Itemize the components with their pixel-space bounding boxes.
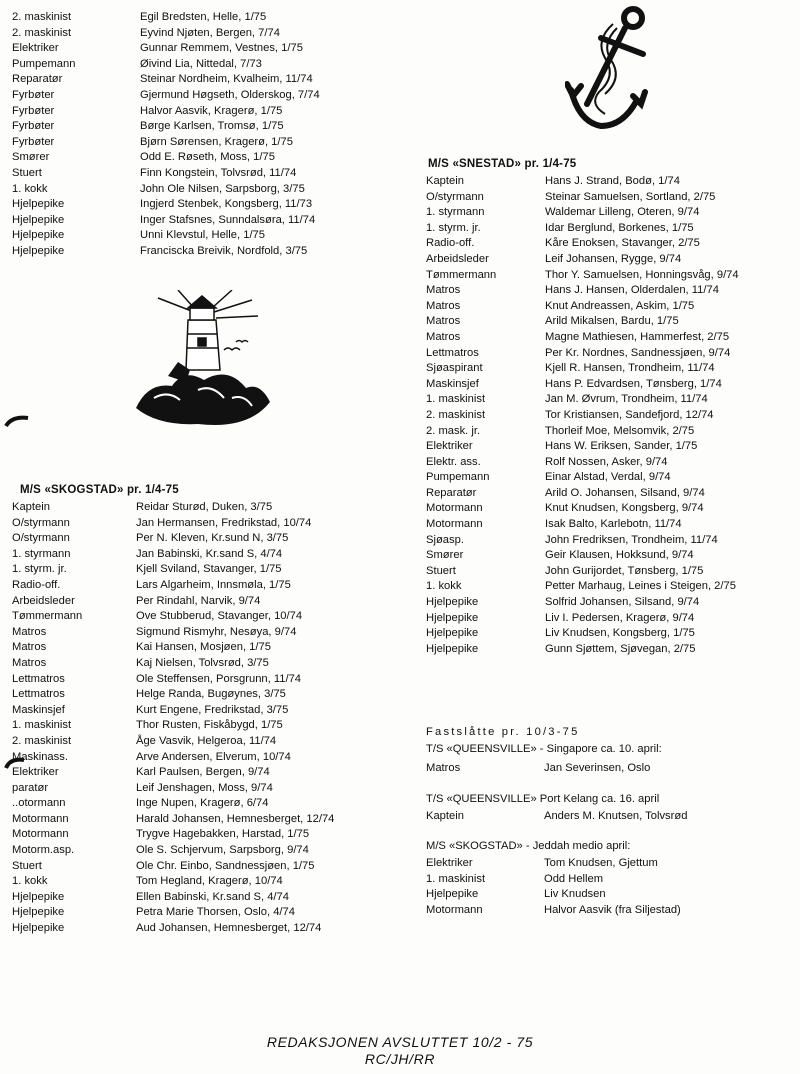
crew-name: Liv Knudsen, Kongsberg, 1/75 — [545, 627, 695, 640]
crew-role: Radio-off. — [426, 237, 475, 250]
crew-row — [12, 796, 392, 812]
crew-name: Kaj Nielsen, Tolvsrød, 3/75 — [136, 656, 269, 669]
crew-row — [12, 197, 392, 213]
crew-name: Gunn Sjøttem, Sjøvegan, 2/75 — [545, 642, 696, 655]
crew-role: O/styrmann — [426, 190, 484, 203]
crew-row — [12, 594, 392, 610]
crew-name: Rolf Nossen, Asker, 9/74 — [545, 455, 668, 468]
crew-name: Jan Hermansen, Fredrikstad, 10/74 — [136, 516, 312, 529]
crew-name: Steinar Nordheim, Kvalheim, 11/74 — [140, 73, 313, 86]
skogstad-heading: M/S «SKOGSTAD» pr. 1/4-75 — [20, 484, 179, 496]
crew-row — [426, 626, 796, 642]
crew-role: 2. mask. jr. — [426, 424, 481, 437]
crew-row — [12, 41, 392, 57]
crew-role: 1. styrmann — [426, 206, 485, 219]
crew-row — [12, 827, 392, 843]
crew-name: Liv I. Pedersen, Kragerø, 9/74 — [545, 611, 695, 624]
crew-role: O/styrmann — [12, 516, 70, 529]
crew-role: Motormann — [426, 903, 483, 916]
crew-name: Trygve Hagebakken, Harstad, 1/75 — [136, 828, 310, 841]
crew-name: Odd Hellem — [544, 872, 604, 885]
crew-role: Motormann — [12, 812, 69, 825]
crew-role: 2. maskinist — [12, 734, 72, 747]
crew-name: Ole Chr. Einbo, Sandnessjøen, 1/75 — [136, 859, 315, 872]
crew-name: Tom Hegland, Kragerø, 10/74 — [136, 875, 283, 888]
crew-name: Tom Knudsen, Gjettum — [544, 857, 658, 869]
crew-name: Einar Alstad, Verdal, 9/74 — [545, 471, 671, 484]
crew-role: Elektriker — [426, 440, 473, 453]
crew-row — [12, 921, 392, 937]
crew-name: John Fredriksen, Trondheim, 11/74 — [545, 533, 718, 546]
crew-name: Steinar Samuelsen, Sortland, 2/75 — [545, 190, 716, 203]
crew-role: Hjelpepike — [426, 888, 479, 901]
crew-name: Hans J. Strand, Bodø, 1/74 — [545, 175, 680, 187]
crew-name: Isak Balto, Karlebotn, 11/74 — [545, 518, 682, 531]
crew-role: Arbeidsleder — [12, 594, 75, 607]
crew-row — [12, 244, 392, 260]
snestad-crew-list — [426, 174, 796, 657]
crew-name: Børge Karlsen, Tromsø, 1/75 — [140, 120, 284, 133]
crew-row — [12, 516, 392, 532]
crew-name: Jan Babinski, Kr.sand S, 4/74 — [136, 547, 283, 560]
crew-row — [12, 874, 392, 890]
crew-row — [426, 408, 796, 424]
crew-role: Kaptein — [426, 175, 464, 187]
crew-role: Hjelpepike — [12, 198, 65, 211]
crew-name: Jan M. Øvrum, Trondheim, 11/74 — [545, 393, 708, 406]
crew-role: Stuert — [426, 564, 456, 577]
margin-mark-icon — [4, 414, 30, 428]
crew-row — [12, 703, 392, 719]
crew-row — [12, 765, 392, 781]
crew-row — [12, 500, 392, 516]
crew-role: Fyrbøter — [12, 88, 55, 101]
crew-row — [426, 486, 796, 502]
crew-name: Geir Klausen, Hokksund, 9/74 — [545, 549, 694, 562]
crew-row — [426, 533, 796, 549]
crew-name: Per Rindahl, Narvik, 9/74 — [136, 594, 261, 607]
crew-name: Ingjerd Stenbek, Kongsberg, 11/73 — [140, 198, 313, 211]
crew-name: Inger Stafsnes, Sunndalsøra, 11/74 — [140, 213, 316, 226]
crew-row — [426, 455, 796, 471]
crew-name: Leif Johansen, Rygge, 9/74 — [545, 252, 682, 265]
crew-row — [426, 611, 796, 627]
crew-row — [426, 439, 796, 455]
crew-name: Arild O. Johansen, Silsand, 9/74 — [545, 486, 705, 499]
crew-role: Motormann — [12, 828, 69, 841]
crew-role: Kaptein — [12, 501, 50, 513]
crew-name: Egil Bredsten, Helle, 1/75 — [140, 11, 267, 23]
crew-name: Franciscka Breivik, Nordfold, 3/75 — [140, 244, 308, 257]
crew-role: Pumpemann — [426, 471, 490, 484]
crew-row — [426, 174, 796, 190]
crew-role: 2. maskinist — [12, 26, 72, 39]
crew-role: Hjelpepike — [12, 890, 65, 903]
crew-row — [426, 314, 796, 330]
crew-role: 1. maskinist — [12, 719, 72, 732]
crew-name: Gjermund Høgseth, Olderskog, 7/74 — [140, 88, 320, 101]
crew-role: Hjelpepike — [12, 229, 65, 242]
crew-role: Hjelpepike — [426, 611, 479, 624]
crew-role: Hjelpepike — [12, 922, 65, 935]
crew-name: Kjell Sviland, Stavanger, 1/75 — [136, 563, 282, 576]
crew-row — [426, 252, 796, 268]
crew-row — [426, 268, 796, 284]
crew-role: Matros — [426, 762, 461, 774]
crew-role: Hjelpepike — [426, 596, 479, 609]
crew-row — [12, 182, 392, 198]
crew-role: Lettmatros — [426, 346, 479, 359]
crew-row — [12, 672, 392, 688]
crew-role: 1. styrm. jr. — [426, 221, 481, 234]
crew-name: Arve Andersen, Elverum, 10/74 — [136, 750, 291, 763]
crew-row — [12, 57, 392, 73]
crew-row — [426, 392, 796, 408]
crew-name: John Ole Nilsen, Sarpsborg, 3/75 — [140, 182, 305, 195]
crew-role: Fyrbøter — [12, 120, 55, 133]
crew-name: Finn Kongstein, Tolvsrød, 11/74 — [140, 166, 297, 179]
crew-role: Stuert — [12, 859, 42, 872]
crew-role: Matros — [426, 299, 461, 312]
crew-row — [426, 809, 796, 825]
footer-line-1: REDAKSJONEN AVSLUTTET 10/2 - 75 — [266, 1034, 534, 1050]
crew-name: Jan Severinsen, Oslo — [544, 762, 651, 774]
crew-name: Hans P. Edvardsen, Tønsberg, 1/74 — [545, 377, 722, 390]
queensville-singapore-list — [426, 761, 796, 777]
crew-row — [426, 564, 796, 580]
crew-role: Hjelpepike — [12, 906, 65, 919]
crew-role: 1. maskinist — [426, 393, 486, 406]
crew-row — [426, 190, 796, 206]
crew-row — [12, 166, 392, 182]
crew-role: Hjelpepike — [426, 627, 479, 640]
crew-role: Matros — [426, 330, 461, 343]
snestad-heading: M/S «SNESTAD» pr. 1/4-75 — [428, 158, 577, 170]
crew-row — [12, 640, 392, 656]
crew-name: Idar Berglund, Borkenes, 1/75 — [545, 221, 694, 234]
crew-name: Petra Marie Thorsen, Oslo, 4/74 — [136, 906, 295, 919]
crew-name: Liv Knudsen — [544, 888, 606, 901]
crew-role: ..otormann — [12, 797, 66, 810]
crew-row — [12, 687, 392, 703]
crew-row — [12, 905, 392, 921]
crew-row — [12, 625, 392, 641]
crew-row — [12, 531, 392, 547]
crew-row — [12, 26, 392, 42]
crew-row — [426, 205, 796, 221]
crew-row — [426, 221, 796, 237]
crew-name: Leif Jenshagen, Moss, 9/74 — [136, 781, 273, 794]
crew-row — [426, 872, 796, 888]
crew-role: Stuert — [12, 166, 42, 179]
crew-row — [426, 236, 796, 252]
crew-role: Kaptein — [426, 810, 464, 822]
fastslatte-heading: Fastslåtte pr. 10/3-75 — [426, 726, 580, 738]
crew-row — [426, 642, 796, 658]
crew-role: Sjøaspirant — [426, 362, 483, 375]
crew-role: Motormann — [426, 518, 483, 531]
crew-row — [426, 595, 796, 611]
crew-role: Smører — [426, 549, 464, 562]
crew-name: Aud Johansen, Hemnesberget, 12/74 — [136, 922, 322, 935]
crew-role: Matros — [12, 641, 47, 654]
crew-row — [426, 330, 796, 346]
crew-name: Solfrid Johansen, Silsand, 9/74 — [545, 596, 700, 609]
crew-row — [12, 228, 392, 244]
crew-name: Sigmund Rismyhr, Nesøya, 9/74 — [136, 625, 297, 638]
crew-row — [426, 887, 796, 903]
crew-role: Matros — [426, 315, 461, 328]
crew-name: Per N. Kleven, Kr.sund N, 3/75 — [136, 532, 289, 545]
crew-name: Helge Randa, Bugøynes, 3/75 — [136, 688, 286, 701]
crew-name: Lars Algarheim, Innsmøla, 1/75 — [136, 578, 291, 591]
lighthouse-icon — [128, 290, 278, 430]
crew-role: paratør — [12, 781, 49, 794]
crew-row — [426, 299, 796, 315]
crew-role: 1. maskinist — [426, 872, 486, 885]
crew-name: Halvor Aasvik (fra Siljestad) — [544, 903, 681, 916]
skogstad-jeddah-list — [426, 856, 796, 918]
crew-role: O/styrmann — [12, 532, 70, 545]
crew-row — [426, 377, 796, 393]
crew-role: Maskinass. — [12, 750, 68, 763]
crew-row — [12, 213, 392, 229]
crew-role: Hjelpepike — [12, 213, 65, 226]
crew-name: Ole S. Schjervum, Sarpsborg, 9/74 — [136, 844, 309, 857]
crew-name: Bjørn Sørensen, Kragerø, 1/75 — [140, 135, 293, 148]
crew-role: Smører — [12, 151, 50, 164]
crew-role: Hjelpepike — [426, 642, 479, 655]
crew-name: Åge Vasvik, Helgeroa, 11/74 — [136, 734, 277, 747]
crew-row — [12, 10, 392, 26]
crew-role: Elektr. ass. — [426, 455, 481, 468]
crew-role: Matros — [426, 284, 461, 297]
crew-name: Halvor Aasvik, Kragerø, 1/75 — [140, 104, 283, 117]
crew-role: Lettmatros — [12, 672, 65, 685]
crew-name: Magne Mathiesen, Hammerfest, 2/75 — [545, 330, 730, 343]
crew-name: Arild Mikalsen, Bardu, 1/75 — [545, 315, 679, 328]
crew-role: Arbeidsleder — [426, 252, 489, 265]
crew-name: Kjell R. Hansen, Trondheim, 11/74 — [545, 362, 715, 375]
crew-row — [12, 843, 392, 859]
crew-role: Elektriker — [426, 857, 473, 869]
crew-row — [12, 718, 392, 734]
crew-row — [12, 562, 392, 578]
top-crew-list — [12, 10, 392, 260]
crew-row — [426, 517, 796, 533]
skogstad-crew-list — [12, 500, 392, 937]
crew-row — [12, 135, 392, 151]
crew-row — [426, 424, 796, 440]
crew-name: Kurt Engene, Fredrikstad, 3/75 — [136, 703, 289, 716]
crew-role: Radio-off. — [12, 578, 61, 591]
crew-name: Hans J. Hansen, Olderdalen, 11/74 — [545, 284, 719, 297]
crew-role: Maskinsjef — [426, 377, 479, 390]
crew-role: 1. styrmann — [12, 547, 71, 560]
crew-name: Anders M. Knutsen, Tolvsrød — [544, 810, 688, 822]
crew-role: 1. styrm. jr. — [12, 563, 67, 576]
queensville-singapore-title: T/S «QUEENSVILLE» - Singapore ca. 10. april: — [426, 743, 662, 755]
crew-name: Hans W. Eriksen, Sander, 1/75 — [545, 440, 698, 453]
crew-name: Karl Paulsen, Bergen, 9/74 — [136, 766, 270, 779]
crew-name: Waldemar Lilleng, Oteren, 9/74 — [545, 206, 700, 219]
crew-row — [426, 856, 796, 872]
crew-row — [12, 890, 392, 906]
crew-row — [12, 750, 392, 766]
crew-row — [426, 903, 796, 919]
crew-name: John Gurijordet, Tønsberg, 1/75 — [545, 564, 704, 577]
crew-role: Elektriker — [12, 766, 59, 779]
crew-role: 2. maskinist — [426, 408, 486, 421]
crew-role: 1. kokk — [12, 875, 48, 888]
crew-row — [12, 104, 392, 120]
crew-role: Tømmermann — [12, 610, 83, 623]
crew-row — [12, 609, 392, 625]
crew-name: Ellen Babinski, Kr.sand S, 4/74 — [136, 890, 289, 903]
crew-name: Gunnar Remmem, Vestnes, 1/75 — [140, 42, 303, 55]
crew-role: Motorm.asp. — [12, 844, 75, 857]
skogstad-jeddah-title: M/S «SKOGSTAD» - Jeddah medio april: — [426, 840, 631, 852]
crew-row — [12, 734, 392, 750]
crew-row — [426, 470, 796, 486]
crew-role: Reparatør — [12, 73, 63, 86]
crew-role: Maskinsjef — [12, 703, 65, 716]
crew-role: Hjelpepike — [12, 244, 65, 257]
crew-row — [12, 859, 392, 875]
anchor-icon — [565, 4, 660, 144]
crew-role: Matros — [12, 625, 47, 638]
crew-role: Lettmatros — [12, 688, 65, 701]
crew-role: Elektriker — [12, 42, 59, 55]
crew-name: Inge Nupen, Kragerø, 6/74 — [136, 797, 269, 810]
crew-row — [12, 72, 392, 88]
crew-row — [426, 501, 796, 517]
crew-row — [12, 547, 392, 563]
crew-role: 1. kokk — [12, 182, 48, 195]
crew-name: Ole Steffensen, Porsgrunn, 11/74 — [136, 672, 302, 685]
crew-row — [12, 150, 392, 166]
crew-role: Matros — [12, 656, 47, 669]
crew-role: 2. maskinist — [12, 11, 72, 23]
crew-name: Kåre Enoksen, Stavanger, 2/75 — [545, 237, 700, 250]
crew-name: Petter Marhaug, Leines i Steigen, 2/75 — [545, 580, 736, 593]
crew-name: Reidar Sturød, Duken, 3/75 — [136, 501, 273, 513]
crew-row — [12, 578, 392, 594]
crew-role: Reparatør — [426, 486, 477, 499]
crew-row — [12, 656, 392, 672]
crew-row — [426, 283, 796, 299]
crew-name: Odd E. Røseth, Moss, 1/75 — [140, 151, 275, 164]
crew-name: Knut Knudsen, Kongsberg, 9/74 — [545, 502, 704, 515]
crew-row — [426, 346, 796, 362]
queensville-kelang-title: T/S «QUEENSVILLE» Port Kelang ca. 16. april — [426, 793, 660, 805]
crew-role: Fyrbøter — [12, 104, 55, 117]
crew-row — [12, 88, 392, 104]
crew-name: Øivind Lia, Nittedal, 7/73 — [140, 57, 262, 70]
crew-name: Thor Y. Samuelsen, Honningsvåg, 9/74 — [545, 268, 739, 281]
crew-row — [426, 761, 796, 777]
crew-name: Knut Andreassen, Askim, 1/75 — [545, 299, 695, 312]
crew-role: Motormann — [426, 502, 483, 515]
crew-row — [12, 812, 392, 828]
crew-name: Eyvind Njøten, Bergen, 7/74 — [140, 26, 280, 39]
queensville-kelang-list — [426, 809, 796, 825]
footer-line-2: RC/JH/RR — [364, 1051, 436, 1067]
crew-name: Harald Johansen, Hemnesberget, 12/74 — [136, 812, 335, 825]
crew-name: Kai Hansen, Mosjøen, 1/75 — [136, 641, 271, 654]
crew-name: Thor Rusten, Fiskåbygd, 1/75 — [136, 719, 283, 732]
crew-role: Tømmermann — [426, 268, 497, 281]
crew-role: Pumpemann — [12, 57, 76, 70]
crew-row — [426, 548, 796, 564]
crew-name: Ove Stubberud, Stavanger, 10/74 — [136, 610, 303, 623]
crew-name: Unni Klevstul, Helle, 1/75 — [140, 229, 265, 242]
crew-role: Fyrbøter — [12, 135, 55, 148]
crew-row — [12, 119, 392, 135]
crew-role: Sjøasp. — [426, 533, 464, 546]
crew-row — [12, 781, 392, 797]
crew-row — [426, 579, 796, 595]
crew-role: 1. kokk — [426, 580, 462, 593]
crew-name: Tor Kristiansen, Sandefjord, 12/74 — [545, 408, 714, 421]
crew-name: Per Kr. Nordnes, Sandnessjøen, 9/74 — [545, 346, 731, 359]
crew-row — [426, 361, 796, 377]
crew-name: Thorleif Moe, Melsomvik, 2/75 — [545, 424, 695, 437]
